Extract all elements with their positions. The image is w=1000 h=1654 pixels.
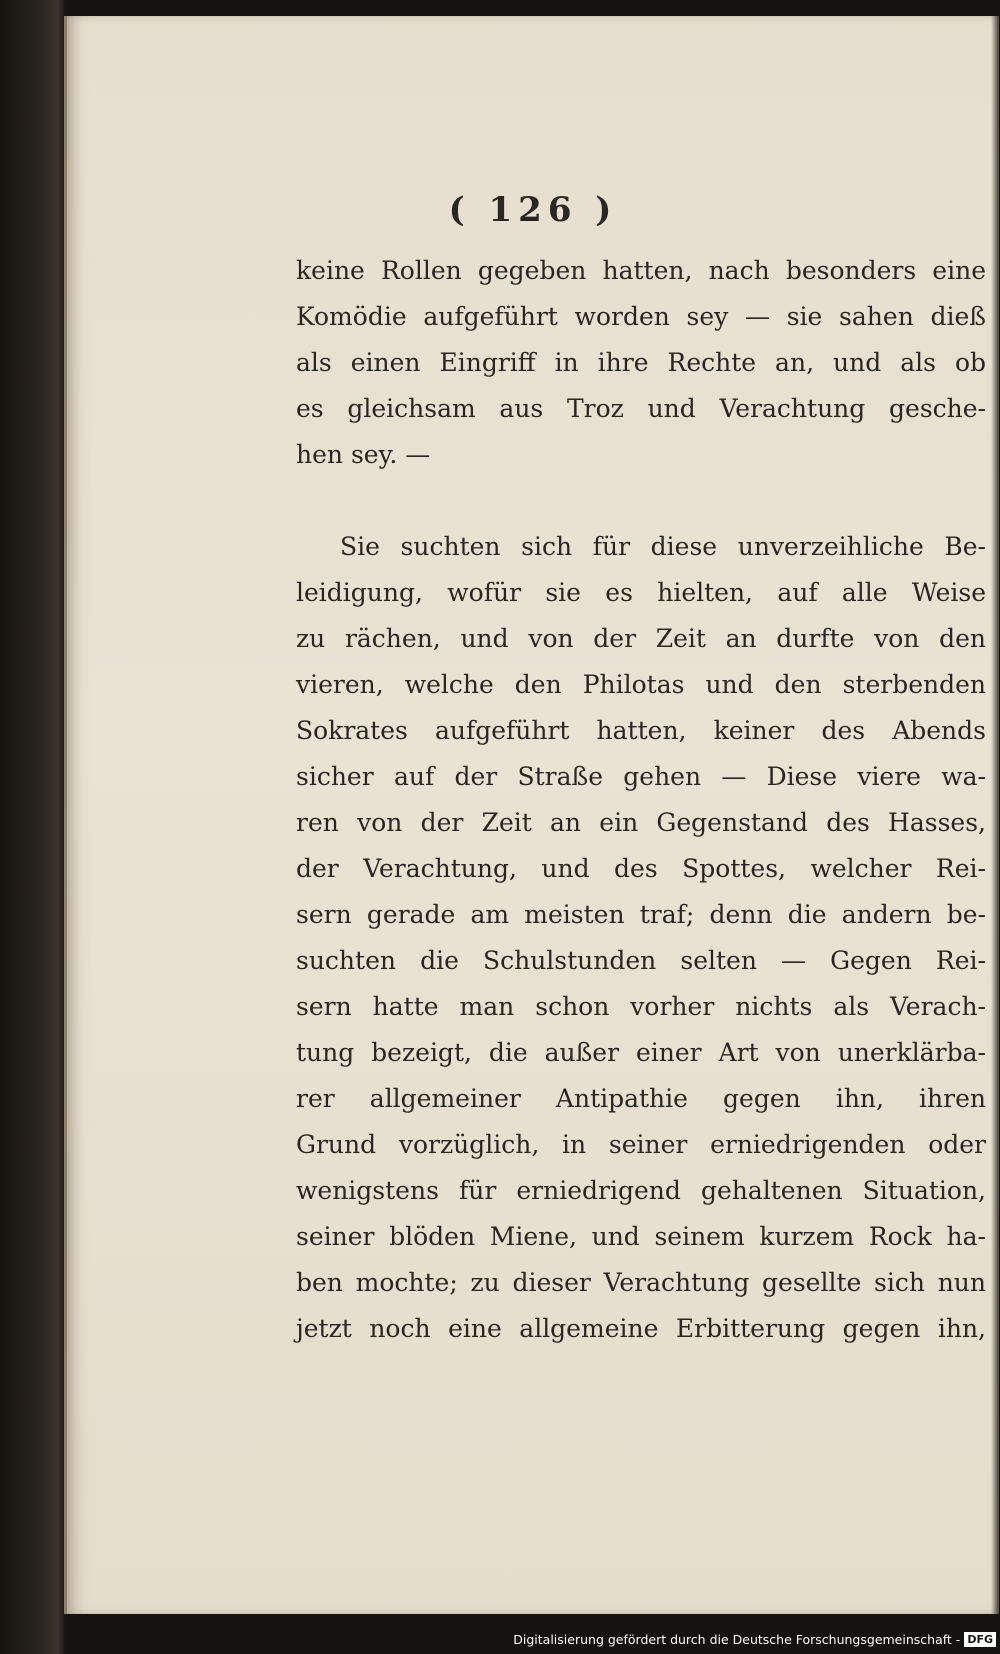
page-text (296, 248, 986, 1352)
page-number: ( 126 ) (448, 190, 618, 230)
text-line: seiner blöden Miene, und seinem kurzem Rock ha- (296, 1222, 986, 1251)
text-line: sern gerade am meisten traf; denn die andern be- (296, 900, 986, 929)
digitization-credit (513, 1628, 996, 1650)
text-line: vieren, welche den Philotas und den sterbenden (296, 670, 986, 699)
text-line: zu rächen, und von der Zeit an durfte von den (296, 624, 986, 653)
dfg-logo[interactable]: DFG (964, 1632, 996, 1647)
text-line: suchten die Schulstunden selten — Gegen Rei- (296, 946, 986, 975)
paragraph-1 (296, 248, 986, 478)
text-line: Komödie aufgeführt worden sey — sie sahen dieß (296, 302, 986, 331)
text-line: jetzt noch eine allgemeine Erbitterung gegen ihn, (296, 1314, 986, 1343)
text-line: leidigung, wofür sie es hielten, auf alle Weise (296, 578, 986, 607)
text-line: der Verachtung, und des Spottes, welcher Rei- (296, 854, 986, 883)
text-line: sicher auf der Straße gehen — Diese viere wa- (296, 762, 986, 791)
text-line: als einen Eingriff in ihre Rechte an, und als ob (296, 348, 986, 377)
paragraph-gap (296, 478, 986, 524)
text-line: es gleichsam aus Troz und Verachtung gesche- (296, 394, 986, 423)
text-line: sern hatte man schon vorher nichts als Verach- (296, 992, 986, 1021)
text-line: hen sey. — (296, 440, 431, 469)
paragraph-2 (296, 524, 986, 1352)
text-line: Sokrates aufgeführt hatten, keiner des Abends (296, 716, 986, 745)
text-line: keine Rollen gegeben hatten, nach besonders eine (296, 256, 986, 285)
text-line: ben mochte; zu dieser Verachtung gesellte sich nun (296, 1268, 986, 1297)
text-line: tung bezeigt, die außer einer Art von unerklärba- (296, 1038, 986, 1067)
credit-text: Digitalisierung gefördert durch die Deutsche Forschungsgemeinschaft - (513, 1631, 961, 1647)
text-line: wenigstens für erniedrigend gehaltenen Situation, (296, 1176, 986, 1205)
text-line: rer allgemeiner Antipathie gegen ihn, ihren (296, 1084, 986, 1113)
text-line: ren von der Zeit an ein Gegenstand des Hasses, (296, 808, 986, 837)
text-line: Grund vorzüglich, in seiner erniedrigenden oder (296, 1130, 986, 1159)
book-page (64, 16, 999, 1614)
text-line: Sie suchten sich für diese unverzeihliche Be- (340, 532, 986, 561)
